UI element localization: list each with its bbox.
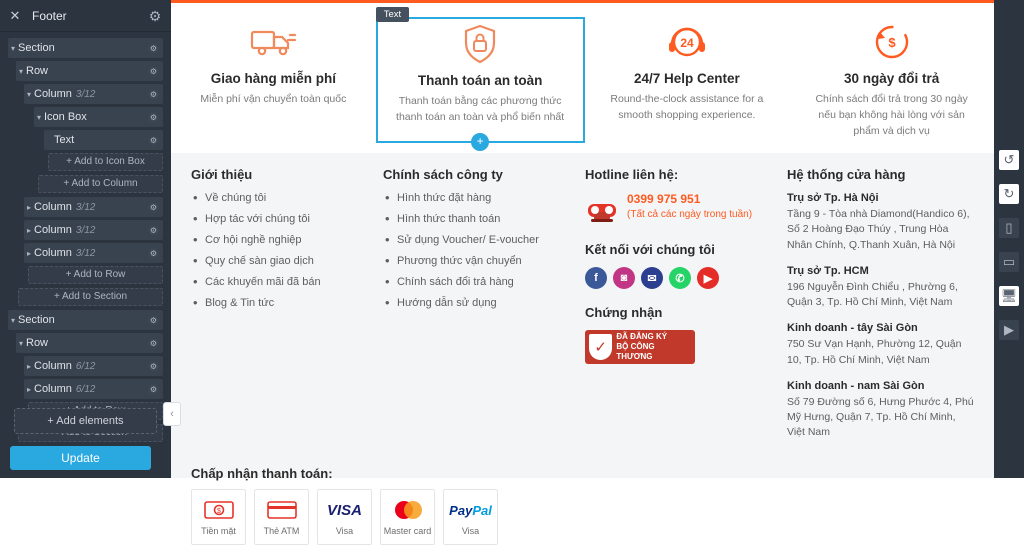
tree-node-label: Column 3/12	[34, 201, 96, 213]
chevron-icon[interactable]: ▾	[26, 89, 31, 99]
chevron-icon[interactable]: ▸	[26, 384, 31, 394]
tree-node-width: 3/12	[75, 248, 96, 259]
check-shield-glyph: ✓	[589, 334, 612, 360]
chevron-icon[interactable]: ▸	[26, 202, 31, 212]
chevron-icon[interactable]: ▸	[26, 225, 31, 235]
tree-node-label: Row	[26, 337, 49, 349]
policy-link[interactable]: • Hướng dẫn sử dụng	[383, 297, 573, 309]
tree-node-section[interactable]	[8, 38, 163, 58]
tree-node-settings-icon[interactable]: ⚙	[149, 112, 158, 122]
store-list	[787, 192, 974, 440]
svg-text:$: $	[888, 35, 896, 50]
canvas	[171, 0, 994, 537]
tree-node-label: Text	[54, 134, 75, 146]
tree-node-column[interactable]	[24, 197, 163, 217]
column-intro	[191, 167, 371, 452]
feature-card-2[interactable]	[376, 9, 585, 149]
tree-node-icon-box[interactable]	[34, 107, 163, 127]
gear-icon[interactable]: ⚙	[148, 7, 162, 24]
tree-node-label: Section	[18, 42, 55, 54]
truck-icon	[187, 21, 360, 63]
telephone-icon	[585, 192, 619, 226]
lock-shield-icon	[394, 23, 567, 65]
chevron-icon[interactable]: ▾	[18, 338, 23, 348]
social-links	[585, 267, 775, 289]
chevron-icon[interactable]: ▾	[10, 43, 15, 53]
mastercard-icon	[391, 498, 425, 522]
payment-method[interactable]	[254, 489, 309, 545]
column-stores	[787, 167, 974, 452]
email-icon[interactable]: ✉	[641, 267, 663, 289]
close-icon[interactable]: ✕	[9, 7, 21, 23]
column-policy	[383, 167, 573, 452]
feature-desc: Miễn phí vận chuyển toàn quốc	[200, 93, 347, 105]
tree-node-settings-icon[interactable]: ⚙	[149, 66, 158, 76]
policy-link[interactable]: • Chính sách đổi trả hàng	[383, 276, 573, 288]
tree-node-width: 3/12	[75, 89, 96, 100]
headset-24-icon	[601, 21, 774, 63]
payment-methods	[191, 489, 994, 545]
hotline-title: Hotline liên hệ:	[585, 167, 679, 183]
tree-node-row[interactable]	[16, 61, 163, 81]
undo-icon[interactable]: ↺	[999, 150, 1019, 170]
store-item	[787, 322, 974, 367]
add-elements-button[interactable]: + Add elements	[14, 408, 157, 434]
feature-title: Giao hàng miễn phí	[210, 71, 336, 86]
tree-add-button[interactable]: + Add to Column	[38, 175, 163, 193]
policy-link[interactable]: • Phương thức vận chuyển	[383, 255, 573, 267]
intro-title: Giới thiệu	[191, 167, 253, 183]
tree-node-label: Icon Box	[44, 111, 87, 123]
intro-link[interactable]: • Cơ hội nghề nghiệp	[191, 234, 371, 246]
builder-panel	[0, 0, 174, 478]
update-button[interactable]: Update	[10, 446, 151, 470]
feature-title: 24/7 Help Center	[633, 71, 740, 86]
feature-desc: Thanh toán bằng các phương thức thanh toán an toàn và phổ biến nhất	[396, 95, 565, 123]
hotline-block	[585, 192, 775, 226]
policy-link[interactable]: • Hình thức đặt hàng	[383, 192, 573, 204]
tree-node-column[interactable]	[24, 379, 163, 399]
payment-label: Visa	[335, 526, 354, 537]
tree-node-label: Column 6/12	[34, 383, 96, 395]
tree-node-settings-icon[interactable]: ⚙	[149, 315, 158, 325]
payment-label: Master card	[383, 526, 432, 537]
payment-label: Tiền mặt	[201, 526, 236, 537]
paypal-icon: PayPal	[449, 502, 492, 518]
youtube-icon[interactable]: ▶	[697, 267, 719, 289]
visa-icon: VISA	[326, 501, 362, 519]
payment-method[interactable]	[443, 489, 498, 545]
feature-card-4[interactable]	[789, 17, 994, 143]
chevron-icon[interactable]: ▾	[18, 66, 23, 76]
tree-node-column[interactable]	[24, 84, 163, 104]
tree-node-section[interactable]	[8, 310, 163, 330]
refund-arrow-icon	[805, 21, 978, 63]
tree-node-row[interactable]	[16, 333, 163, 353]
tree-node-settings-icon[interactable]: ⚙	[149, 225, 158, 235]
cert-line-2: BỘ CÔNG THƯƠNG	[616, 342, 655, 362]
stores-title: Hệ thống cửa hàng	[787, 167, 906, 183]
certified-shield-icon[interactable]	[585, 330, 695, 364]
tree-add-button[interactable]: + Add to Section	[18, 288, 163, 306]
atm-card-icon	[267, 498, 297, 522]
tool-rail	[994, 0, 1024, 478]
tree-node-label: Column 3/12	[34, 224, 96, 236]
store-name: Trụ sở Tp. Hà Nội	[787, 192, 879, 205]
intro-link[interactable]: • Các khuyến mãi đã bán	[191, 276, 371, 288]
tree-node-settings-icon[interactable]: ⚙	[149, 43, 158, 53]
tree-node-column[interactable]	[24, 356, 163, 376]
store-name: Kinh doanh - nam Sài Gòn	[787, 379, 925, 392]
svg-text:$: $	[216, 508, 221, 516]
store-item	[787, 265, 974, 310]
store-item	[787, 192, 974, 253]
chevron-icon[interactable]: ▾	[10, 315, 15, 325]
chevron-icon[interactable]: ▾	[36, 112, 41, 122]
feature-desc: Round-the-clock assistance for a smooth shopping experience.	[610, 93, 764, 121]
chevron-icon[interactable]: ▸	[26, 361, 31, 371]
collapse-panel-handle[interactable]: ‹	[163, 402, 181, 426]
tree-node-label: Row	[26, 65, 49, 77]
tree-node-settings-icon[interactable]: ⚙	[149, 338, 158, 348]
tree-node-label: Section	[18, 314, 55, 326]
chevron-icon[interactable]: ▸	[26, 248, 31, 258]
payment-method[interactable]	[317, 489, 372, 545]
footer-columns	[171, 153, 994, 452]
cert-line-1: ĐÃ ĐĂNG KÝ	[616, 332, 668, 342]
store-address: Số 79 Đường số 6, Hưng Phước 4, Phú Mỹ Hưng, Quận 7, Tp. Hồ Chí Minh, Việt Nam	[787, 395, 974, 439]
hotline-note: (Tất cả các ngày trong tuần)	[627, 209, 753, 221]
feature-card-3[interactable]	[585, 17, 790, 143]
desktop-preview-icon[interactable]: 🖥	[999, 286, 1019, 306]
intro-link-list	[191, 192, 371, 309]
hotline-number[interactable]: 0399 975 951	[627, 192, 701, 207]
payment-method[interactable]	[191, 489, 246, 545]
store-item	[787, 380, 974, 441]
mobile-preview-icon[interactable]: ▯	[999, 218, 1019, 238]
intro-link[interactable]: • Blog & Tin tức	[191, 297, 371, 309]
payment-label: Visa	[461, 526, 480, 537]
store-name: Kinh doanh - tây Sài Gòn	[787, 322, 918, 335]
tablet-preview-icon[interactable]: ▭	[999, 252, 1019, 272]
tree-node-text[interactable]	[44, 130, 163, 150]
tree-node-settings-icon[interactable]: ⚙	[149, 361, 158, 371]
instagram-icon[interactable]: ◙	[613, 267, 635, 289]
intro-link[interactable]: • Hợp tác với chúng tôi	[191, 213, 371, 225]
tree-node-settings-icon[interactable]: ⚙	[149, 89, 158, 99]
layer-tree	[0, 32, 171, 420]
policy-title: Chính sách công ty	[383, 167, 503, 183]
tree-add-button[interactable]: + Add to Row	[28, 266, 163, 284]
tree-node-settings-icon[interactable]: ⚙	[149, 135, 158, 145]
tree-node-column[interactable]	[24, 243, 163, 263]
intro-link[interactable]: • Quy chế sàn giao dịch	[191, 255, 371, 267]
feature-row	[171, 3, 994, 153]
tree-node-width: 3/12	[75, 225, 96, 236]
phone-round-icon[interactable]: ✆	[669, 267, 691, 289]
policy-link[interactable]: • Sử dụng Voucher/ E-voucher	[383, 234, 573, 246]
tree-node-width: 6/12	[75, 384, 96, 395]
feature-desc: Chính sách đổi trả trong 30 ngày nếu bạn không hài lòng với sản phẩm và dịch vụ	[815, 93, 968, 137]
payment-method[interactable]	[380, 489, 435, 545]
store-address: Tầng 9 - Tòa nhà Diamond(Handico 6), Số 2 Hoàng Đạo Thúy , Trung Hòa Nhân Chính, Q.Thanh Xuân, Hà Nội	[787, 208, 970, 251]
svg-text:24: 24	[680, 36, 694, 50]
builder-title: Footer	[32, 8, 67, 23]
policy-link-list	[383, 192, 573, 309]
builder-header	[0, 0, 171, 32]
tree-node-settings-icon[interactable]: ⚙	[149, 202, 158, 212]
cert-title: Chứng nhận	[585, 305, 663, 321]
tree-node-label: Column 3/12	[34, 247, 96, 259]
intro-link[interactable]: • Về chúng tôi	[191, 192, 371, 204]
tree-node-width: 6/12	[75, 361, 96, 372]
feature-title: Thanh toán an toàn	[417, 73, 543, 88]
play-preview-icon[interactable]: ▶	[999, 320, 1019, 340]
cash-icon	[204, 498, 234, 522]
store-address: 196 Nguyễn Đình Chiểu , Phường 6, Quận 3, Tp. Hồ Chí Minh, Việt Nam	[787, 280, 958, 309]
feature-card-1[interactable]	[171, 17, 376, 143]
add-element-plus-button[interactable]: +	[471, 133, 489, 151]
tree-node-column[interactable]	[24, 220, 163, 240]
store-name: Trụ sở Tp. HCM	[787, 264, 869, 277]
tree-node-settings-icon[interactable]: ⚙	[149, 248, 158, 258]
tree-node-label: Column 6/12	[34, 360, 96, 372]
payment-label: Thẻ ATM	[263, 526, 300, 537]
payments-title: Chấp nhận thanh toán:	[191, 466, 333, 482]
tree-add-button[interactable]: + Add to Icon Box	[48, 153, 163, 171]
column-contact	[585, 167, 775, 452]
redo-icon[interactable]: ↻	[999, 184, 1019, 204]
tree-node-settings-icon[interactable]: ⚙	[149, 384, 158, 394]
policy-link[interactable]: • Hình thức thanh toán	[383, 213, 573, 225]
facebook-icon[interactable]: f	[585, 267, 607, 289]
selected-element-tag: Text	[376, 7, 409, 22]
tree-node-label: Column 3/12	[34, 88, 96, 100]
store-address: 750 Sư Vạn Hạnh, Phường 12, Quận 10, Tp. Hồ Chí Minh, Việt Nam	[787, 338, 962, 366]
tree-node-width: 3/12	[75, 202, 96, 213]
feature-title: 30 ngày đổi trả	[843, 71, 940, 86]
connect-title: Kết nối với chúng tôi	[585, 242, 715, 258]
